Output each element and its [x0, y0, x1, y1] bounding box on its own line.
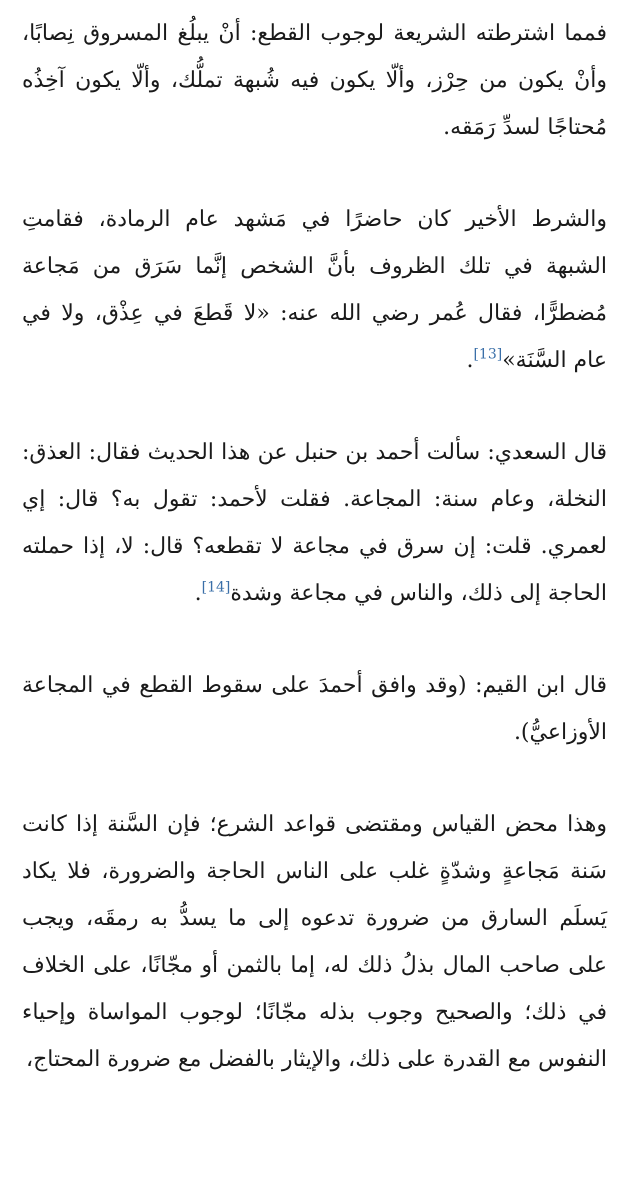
paragraph-text: قال ابن القيم: (وقد وافق أحمدَ على سقوط القطع في المجاعة الأوزاعيُّ).	[22, 673, 607, 745]
paragraph-conditions	[22, 10, 607, 151]
paragraph-text: وهذا محض القياس ومقتضى قواعد الشرع؛ فإن السَّنة إذا كانت سَنة مَجاعةٍ وشدّةٍ غلب على الناس الحاجة والضرورة، فلا يكاد يَسلَم السارق من ضرورة تدعوه إلى ما يسدُّ به رمقَه، ويجب على صاحب المال بذلُ ذلك له، إما بالثمن أو مجّانًا، على الخلاف في ذلك؛ والصحيح وجوب بذله مجّانًا؛ لوجوب المواساة وإحياء النفوس مع القدرة على ذلك، والإيثار بالفضل مع ضرورة المحتاج،	[22, 812, 607, 1072]
footnote-link-14[interactable]: [14]	[201, 579, 231, 596]
paragraph-ramadah-year	[22, 196, 607, 384]
paragraph-ibn-qayyim	[22, 662, 607, 756]
paragraph-end: .	[194, 581, 202, 606]
paragraph-saadi-quote	[22, 429, 607, 617]
paragraph-analogy	[22, 801, 607, 1083]
paragraph-text: فمما اشترطته الشريعة لوجوب القطع: أنْ يبلُغ المسروق نِصابًا، وأنْ يكون من حِرْز، وألّا يكون فيه شُبهة تملُّك، وألّا يكون آخِذُه مُحتاجًا لسدِّ رَمَقه.	[22, 21, 607, 140]
paragraph-text: قال السعدي: سألت أحمد بن حنبل عن هذا الحديث فقال: العذق: النخلة، وعام سنة: المجاعة. فقلت لأحمد: تقول به؟ قال: إي لعمري. قلت: إن سرق في مجاعة لا تقطعه؟ قال: لا، إذا حملته الحاجة إلى ذلك، والناس في مجاعة وشدة	[22, 440, 607, 606]
footnote-link-13[interactable]: [13]	[473, 346, 503, 363]
paragraph-text: والشرط الأخير كان حاضرًا في مَشهد عام الرمادة، فقامتِ الشبهة في تلك الظروف بأنَّ الشخص إنَّما سَرَق من مَجاعة مُضطرًّا، فقال عُمر رضي الله عنه: «لا قَطعَ في عِذْق، ولا في عام السَّنَة»	[22, 207, 607, 373]
paragraph-end: .	[466, 348, 474, 373]
